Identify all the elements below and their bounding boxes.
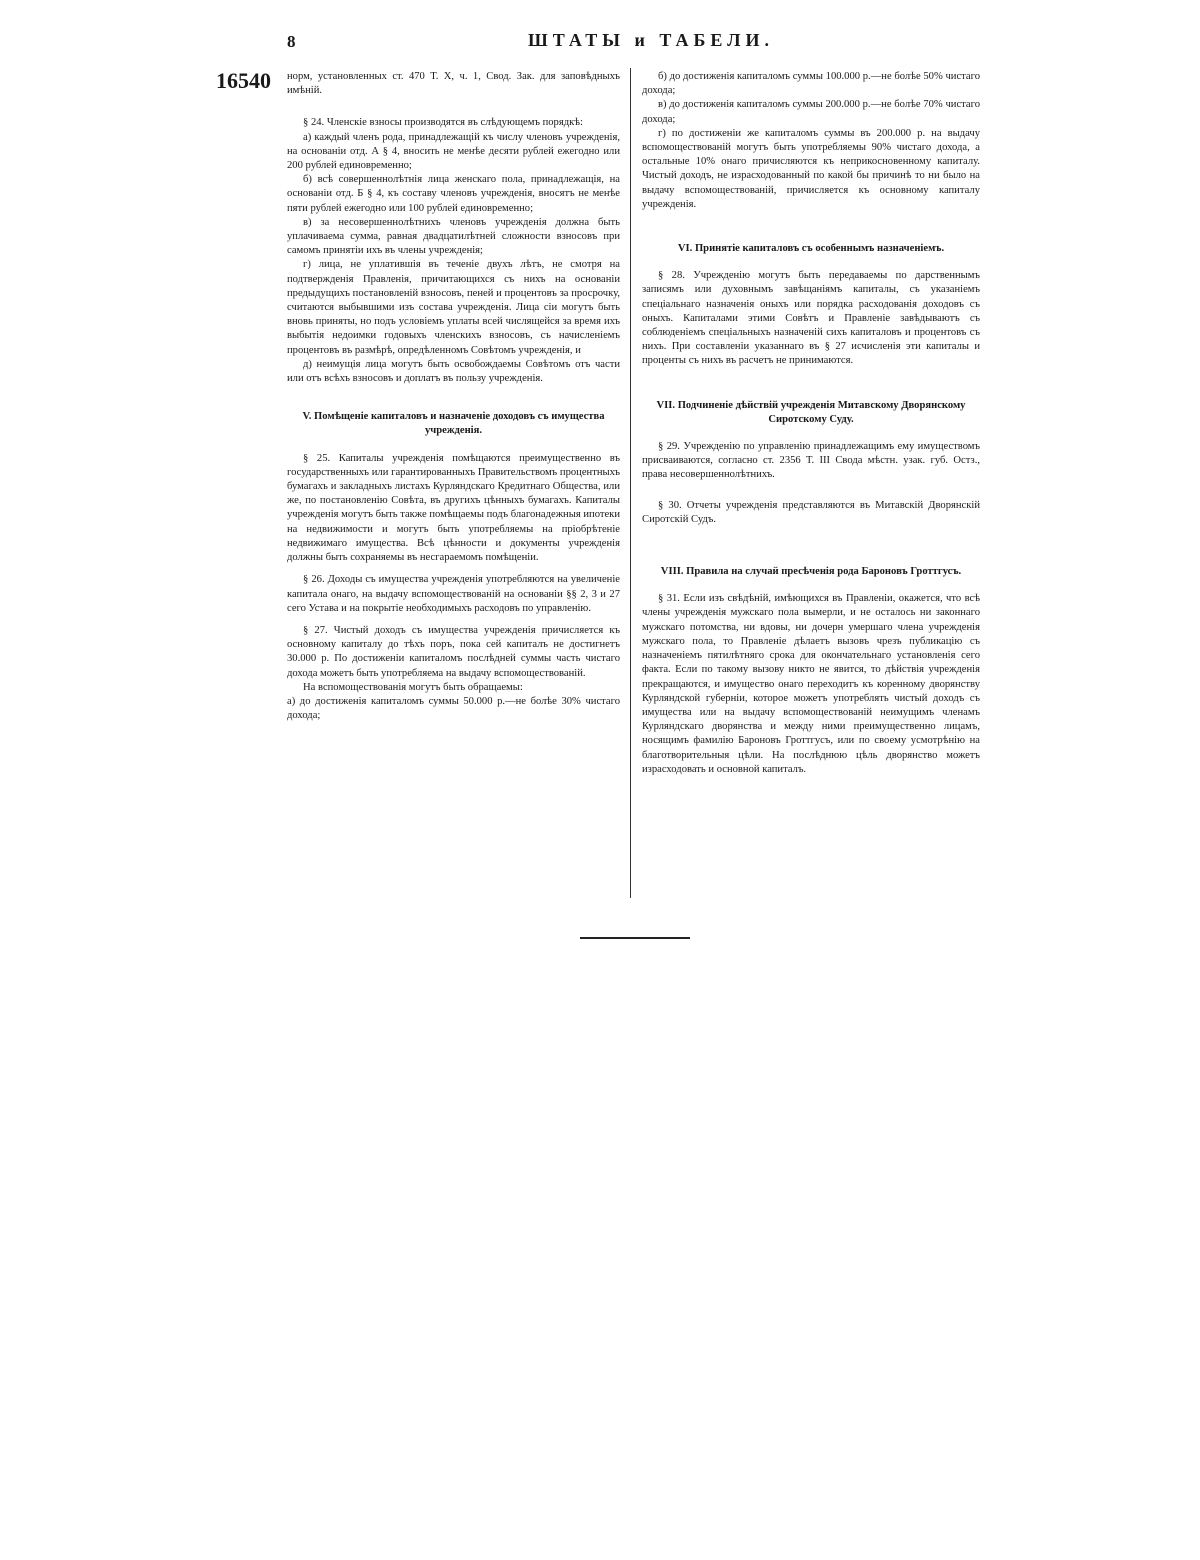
- margin-number: 16540: [216, 68, 271, 93]
- section-heading-8: VIII. Правила на случай пресѣченія рода Бароновъ Гроттгусъ.: [660, 566, 962, 578]
- paragraph-s27-g: г) по достиженіи же капиталомъ суммы въ 200.000 р. на выдачу вспомоществованій могутъ быть употребляемы 90% чистаго дохода, а остальные 10% онаго причисляются къ неприкосновенному капиталу. Чистый доходъ, не израсходованный по какой бы причинѣ то ни было на выдачу вспомоществованій, причисляется къ основному капиталу учрежденія.: [642, 127, 980, 210]
- paragraph-s29: § 29. Учрежденію по управленію принадлежащимъ ему имуществомъ присваиваются, согласно ст. 2356 Т. III Свода мѣстн. узак. губ. Остз., права несовершеннолѣтнихъ.: [642, 441, 980, 481]
- left-column: [287, 70, 620, 723]
- paragraph-s31: § 31. Если изъ свѣдѣній, имѣющихся въ Правленіи, окажется, что всѣ члены учрежденія мужскаго пола вымерли, и не осталось ни законнаго мужскаго потомства, ни вдовы, ни дочерн умершаго члена учрежденія мужскаго пола, то Правленіе дѣлаетъ вызовъ чрезъ публикацію съ назначеніемъ пятилѣтняго срока для окончательнаго установленія сего факта. Если по такому вызову никто не явится, то дѣйствія учрежденія прекращаются, и имущество онаго переходитъ къ коренному дворянству Курляндской губерніи, которое можетъ употреблять чистый доходъ съ имущества или на выдачу вспомоществованій неимущимъ членамъ Курляндскаго дворянства и между ними преимущественно лицамъ, носящимъ фамилію Бароновъ Гроттгусъ, или по своему усмотрѣнію на благотворительныя цѣли. На послѣднюю цѣль дворянство можетъ израсходовать и основной капиталъ.: [642, 593, 980, 775]
- section-heading-5: V. Помѣщеніе капиталовъ и назначеніе доходовъ съ имущества учрежденія.: [302, 411, 605, 437]
- section-heading-7: VII. Подчиненіе дѣйствій учрежденія Митавскому Дворянскому Сиротскому Суду.: [656, 399, 966, 425]
- paragraph-s30: § 30. Отчеты учрежденія представляются въ Митавскій Дворянскій Сиротскій Судъ.: [642, 499, 980, 525]
- column-divider: [630, 68, 631, 898]
- section-heading-6: VI. Принятіе капиталовъ съ особеннымъ назначеніемъ.: [677, 243, 945, 255]
- paragraph-s24-d: д) неимущія лица могутъ быть освобождаемы Совѣтомъ отъ части или отъ всѣхъ взносовъ и доплатъ въ пользу учрежденія.: [287, 358, 620, 385]
- page-number: 8: [287, 32, 296, 51]
- paragraph-s24-a: а) каждый членъ рода, принадлежащій къ числу членовъ учрежденія, на основаніи отд. А § 4, вносить не менѣе десяти рублей ежегодно или 200 рублей единовременно;: [287, 131, 620, 172]
- paragraph-s27-b: б) до достиженія капиталомъ суммы 100.000 р.—не болѣе 50% чистаго дохода;: [642, 71, 980, 97]
- continuation-paragraph: норм, установленных ст. 470 Т. X, ч. 1, Свод. Зак. для заповѣдныхъ имѣній.: [287, 71, 620, 97]
- paragraph-s24-g: г) лица, не уплатившія въ теченіе двухъ лѣтъ, не смотря на подтвержденія Правленія, причитающихся съ нихъ на основаніи предыдущихъ постановленій взносовъ, пеней и процентовъ за просрочку, считаются выбывшими изъ состава учрежденія. Лица сіи могутъ быть вновь приняты, но подъ условіемъ уплаты всей числящейся за время ихъ выбытія недоимки годовыхъ членскихъ взносовъ, съ начисленіемъ процентовъ въ размѣрѣ, опредѣленномъ Совѣтомъ учрежденія, и: [287, 259, 620, 356]
- paragraph-s25: § 25. Капиталы учрежденія помѣщаются преимущественно въ государственныхъ или гарантированныхъ Правительствомъ процентныхъ бумагахъ и закладныхъ листахъ Курляндскаго Кредитнаго Общества, или же, по постановленію Совѣта, въ другихъ цѣнныхъ бумагахъ. Капиталы учрежденія могутъ быть также помѣщаемы подъ благонадежныя ипотеки на недвижимости и могутъ быть употребляемы на пріобрѣтеніе недвижимаго имущества. Всѣ цѣнности и документы учрежденія должны быть сохраняемы въ несгараемомъ помѣщеніи.: [287, 452, 620, 564]
- paragraph-s27-v: в) до достиженія капиталомъ суммы 200.000 р.—не болѣе 70% чистаго дохода;: [642, 99, 980, 125]
- paragraph-s24: § 24. Членскіе взносы производятся въ слѣдующемъ порядкѣ:: [303, 117, 583, 129]
- paragraph-s27: § 27. Чистый доходъ съ имущества учрежденія причисляется къ основному капиталу до тѣхъ поръ, пока сей капиталъ не достигнетъ 30.000 р. По достиженіи капиталомъ послѣдней суммы часть чистаго дохода можетъ быть употребляема на выдачу вспомоществованій.: [287, 624, 620, 679]
- paragraph-s26: § 26. Доходы съ имущества учрежденія употребляются на увеличеніе капитала онаго, на выдачу вспомоществованій на основаніи §§ 2, 3 и 27 сего Устава и на покрытіе необходимыхъ расходовъ по управленію.: [287, 574, 620, 614]
- paragraph-s28: § 28. Учрежденію могутъ быть передаваемы по дарственнымъ записямъ или духовнымъ завѣщаніямъ капиталы, съ указаніемъ спеціальнаго назначенія оныхъ или порядка расходованія доходовъ съ оныхъ. Капиталами этими Совѣтъ и Правленіе завѣдываютъ съ соблюденіемъ спеціальныхъ назначеній сихъ капиталовъ и процентовъ съ нихъ. При составленіи указаннаго въ § 27 исчисленія эти капиталы и проценты съ нихъ въ расчетъ не принимаются.: [642, 270, 980, 367]
- paragraph-s24-b: б) всѣ совершеннолѣтнія лица женскаго пола, принадлежащія, на основаніи отд. Б § 4, къ составу членовъ учрежденія, вносятъ не менѣе пяти рублей ежегодно или 100 рублей единовременно;: [287, 174, 620, 214]
- paragraph-s24-v: в) за несовершеннолѣтнихъ членовъ учрежденія должна быть уплачиваема сумма, равная двадцатилѣтней сложности взносовъ при самомъ принятіи ихъ въ члены учрежденія;: [287, 216, 620, 257]
- paragraph-s27-a: а) до достиженія капиталомъ суммы 50.000 р.—не болѣе 30% чистаго дохода;: [287, 695, 620, 722]
- right-column: [642, 70, 980, 777]
- running-head: ШТАТЫ и ТАБЕЛИ.: [528, 30, 775, 50]
- end-rule: [580, 937, 690, 939]
- paragraph-s27-note: На вспомоществованія могутъ быть обращаемы:: [303, 681, 523, 693]
